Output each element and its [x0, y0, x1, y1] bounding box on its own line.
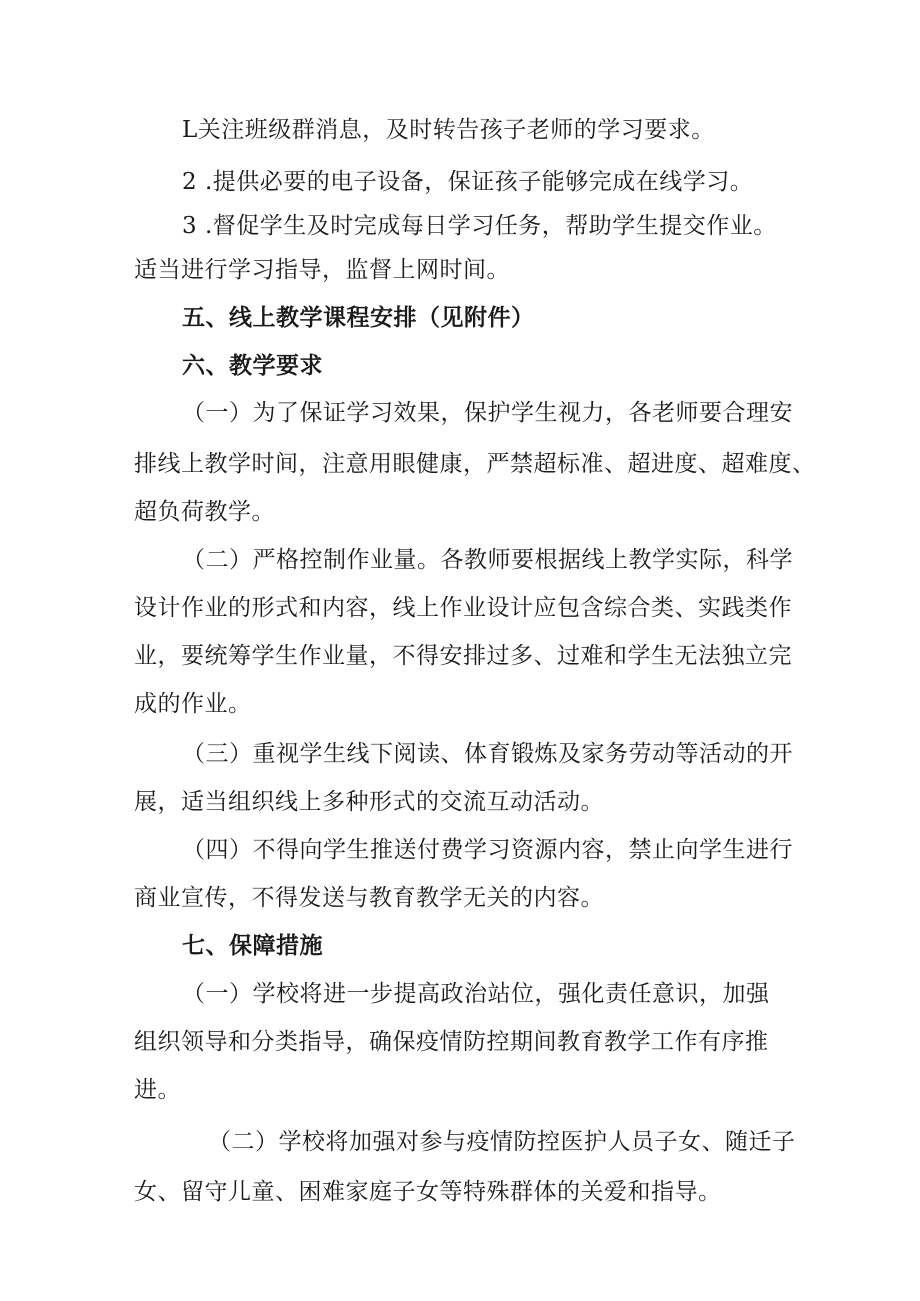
paragraph-line: 商业宣传，不得发送与教育教学无关的内容。: [134, 885, 604, 911]
paragraph-line: 超负荷教学。: [134, 499, 275, 525]
list-item-3: 3 .督促学生及时完成每日学习任务，帮助学生提交作业。: [182, 213, 777, 239]
paragraph-line: 排线上教学时间，注意用眼健康，严禁超标准、超进度、超难度、: [134, 451, 816, 477]
paragraph-line: 业，要统筹学生作业量，不得安排过多、过难和学生无法独立完: [134, 643, 792, 669]
paragraph-line: （二）严格控制作业量。各教师要根据线上教学实际，科学: [182, 547, 793, 573]
paragraph-line: 展，适当组织线上多种形式的交流互动活动。: [134, 789, 604, 815]
paragraph-line: 成的作业。: [134, 691, 252, 717]
paragraph-line: 适当进行学习指导，监督上网时间。: [134, 257, 510, 283]
list-item-1: L关注班级群消息，及时转告孩子老师的学习要求。: [182, 117, 715, 143]
paragraph-line: 设计作业的形式和内容，线上作业设计应包含综合类、实践类作: [134, 595, 792, 621]
paragraph-line: 进。: [134, 1077, 181, 1103]
paragraph-line: （四）不得向学生推送付费学习资源内容，禁止向学生进行: [182, 837, 793, 863]
paragraph-line: （一）学校将进一步提高政治站位，强化责任意识，加强: [182, 981, 770, 1007]
paragraph-line: （二）学校将加强对参与疫情防控医护人员子女、随迁子: [208, 1129, 796, 1155]
paragraph-line: 女、留守儿童、困难家庭子女等特殊群体的关爱和指导。: [134, 1179, 722, 1205]
paragraph-line: （一）为了保证学习效果，保护学生视力，各老师要合理安: [182, 400, 793, 426]
list-item-2: 2 .提供必要的电子设备，保证孩子能够完成在线学习。: [182, 169, 754, 195]
section-heading-6: 六、教学要求: [182, 352, 323, 379]
paragraph-line: （三）重视学生线下阅读、体育锻炼及家务劳动等活动的开: [182, 741, 793, 767]
section-heading-7: 七、保障措施: [182, 932, 323, 959]
paragraph-line: 组织领导和分类指导，确保疫情防控期间教育教学工作有序推: [134, 1029, 769, 1055]
section-heading-5: 五、线上教学课程安排（见附件）: [182, 304, 535, 331]
